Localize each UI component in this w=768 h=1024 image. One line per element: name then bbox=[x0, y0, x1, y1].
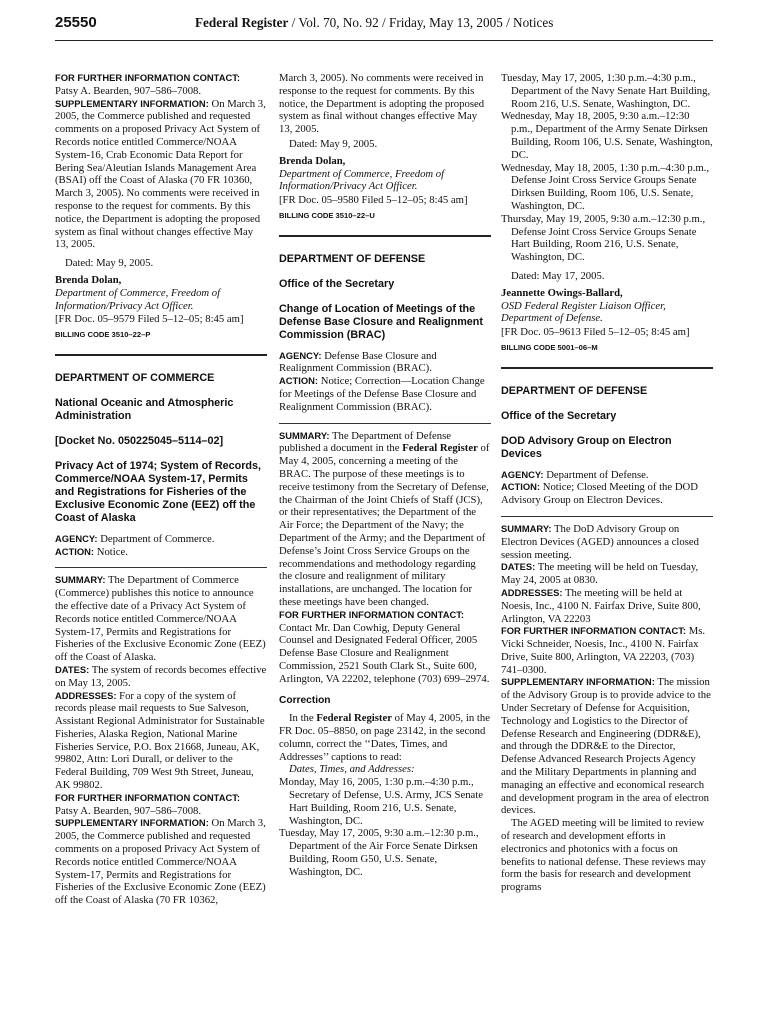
dates-text: The meeting will be held on Tuesday, May 24, 2005 at 0830. bbox=[501, 561, 699, 587]
billing-code: BILLING CODE 3510–22–U bbox=[279, 210, 375, 220]
issue-info: / Vol. 70, No. 92 / Friday, May 13, 2005 / Notices bbox=[288, 15, 554, 30]
correction-post: of May 4, 2005, in the FR Doc. 05–8850, on page 23142, in the second column, correct the ‘‘Dates, Times, and Addresses’’ captions to read: bbox=[279, 712, 490, 763]
supp-text: On March 3, 2005, the Commerce published and requested comments on a proposed Privacy Act System of Records notice entitled Commerce/NOAA System-16, Crab Economic Data Report for Bering Sea/Aleutian Islands Management Area (BSAI) off the Coast of Alaska (70 FR 10360, March 3, 2005). No comments were received in response to the request for comments. By this notice, the Department is adopting the proposed system as final without changes effective May 13, 2005. bbox=[55, 97, 266, 251]
summary-pre: The Department of Defense published a document in the bbox=[279, 429, 451, 455]
federal-register-ref: Federal Register bbox=[316, 712, 392, 725]
correction-heading: Correction bbox=[279, 695, 331, 707]
addresses-text: The meeting will be held at Noesis, Inc., 4100 N. Fairfax Drive, Suite 800, Arlington, VA 22203 bbox=[501, 586, 701, 625]
billing-code: BILLING CODE 5001–06–M bbox=[501, 342, 598, 352]
agency-text: Defense Base Closure and Realignment Commission (BRAC). bbox=[279, 349, 437, 375]
correction-caption: Dates, Times, and Addresses: bbox=[289, 763, 415, 776]
meeting-entry: Thursday, May 19, 2005, 9:30 a.m.–12:30 p.m., Defense Joint Cross Service Groups Senate Hart Building, Room 216, U.S. Senate, Washington, DC. bbox=[501, 212, 706, 264]
meeting-entry: Wednesday, May 18, 2005, 9:30 a.m.–12:30 p.m., Department of the Army Senate Dirksen Building, Room 106, U.S. Senate, Washington, DC. bbox=[501, 110, 713, 161]
continued-text: March 3, 2005). No comments were received in response to the request for comments. By this notice, the Department is adopting the proposed system as final without changes effective May 13, 2005. bbox=[279, 72, 485, 136]
department-heading: DEPARTMENT OF DEFENSE bbox=[501, 384, 648, 397]
fr-doc-line: [FR Doc. 05–9580 Filed 5–12–05; 8:45 am] bbox=[279, 194, 468, 207]
ffic-text: Ms. Vicki Schneider, Noesis, Inc., 4100 N. Fairfax Drive, Suite 800, Arlington, VA 22203, (703) 741–0300. bbox=[501, 625, 706, 676]
action-label: ACTION: bbox=[55, 545, 95, 557]
correction-pre: In the bbox=[289, 712, 317, 725]
dated-line: Dated: May 17, 2005. bbox=[511, 269, 605, 282]
summary-text: The DoD Advisory Group on Electron Devices (AGED) announces a closed session meeting. bbox=[501, 522, 699, 561]
federal-register-ref: Federal Register bbox=[402, 442, 478, 455]
addresses-label: ADDRESSES: bbox=[501, 586, 563, 598]
column-1 bbox=[55, 72, 267, 907]
signer-title: OSD Federal Register Liaison Officer, Department of Defense. bbox=[501, 299, 666, 325]
ffic-text: Patsy A. Bearden, 907–586–7008. bbox=[55, 804, 202, 817]
ffic-label: FOR FURTHER INFORMATION CONTACT: bbox=[501, 625, 687, 637]
section-divider bbox=[55, 354, 267, 356]
summary-label: SUMMARY: bbox=[501, 522, 552, 534]
department-heading: DEPARTMENT OF COMMERCE bbox=[55, 371, 215, 384]
ffic-text: Patsy A. Bearden, 907–586–7008. bbox=[55, 84, 202, 97]
billing-code: BILLING CODE 3510–22–P bbox=[55, 330, 151, 340]
supp-label: SUPPLEMENTARY INFORMATION: bbox=[55, 817, 209, 829]
ffic-label: FOR FURTHER INFORMATION CONTACT: bbox=[279, 608, 465, 620]
summary-divider bbox=[279, 423, 491, 424]
addresses-label: ADDRESSES: bbox=[55, 689, 117, 701]
section-divider bbox=[279, 235, 491, 237]
supp-label: SUPPLEMENTARY INFORMATION: bbox=[501, 676, 655, 688]
dated-line: Dated: May 9, 2005. bbox=[289, 137, 378, 150]
supp-text: The mission of the Advisory Group is to provide advice to the Under Secretary of Defense for Acquisition, Technology and Logistics to the Director of Defense Research and Engineering (DDR&E), and through the DDR&E to the Director, Defense Advanced Research Projects Agency and the Military Departments in planning and managing an effective and economical research and development program in the area of electron devices. bbox=[501, 676, 711, 817]
summary-divider bbox=[501, 516, 713, 517]
ffic-label: FOR FURTHER INFORMATION CONTACT: bbox=[55, 791, 241, 803]
department-heading: DEPARTMENT OF DEFENSE bbox=[279, 252, 426, 265]
column-3 bbox=[501, 72, 713, 894]
docket-number: [Docket No. 050225045–5114–02] bbox=[55, 434, 224, 447]
action-text: Notice; Closed Meeting of the DOD Advisory Group on Electron Devices. bbox=[501, 481, 698, 507]
summary-label: SUMMARY: bbox=[279, 429, 330, 441]
journal-name: Federal Register bbox=[195, 15, 289, 30]
section-divider bbox=[501, 367, 713, 369]
paragraph: The AGED meeting will be limited to review of research and development efforts in electronics and photonics with a focus on benefits to national defense. These reviews may form the basis for research and development programs bbox=[501, 817, 706, 894]
page-header bbox=[55, 12, 713, 41]
action-text: Notice; Correction—Location Change for Meetings of the Defense Base Closure and Realignment Commission (BRAC). bbox=[279, 375, 485, 413]
agency-heading: National Oceanic and Atmospheric Administration bbox=[55, 396, 234, 422]
column-2 bbox=[279, 72, 491, 879]
office-heading: Office of the Secretary bbox=[279, 277, 395, 290]
supp-text: On March 3, 2005, the Commerce published and requested comments on a proposed Privacy Act System of Records notice entitled Commerce/NOAA System-17, Permits and Registrations for Fisheries of the Exclusive Economic Zone (EEZ) off the Coast of Alaska (70 FR 10362, bbox=[55, 817, 266, 907]
signer-title: Department of Commerce, Freedom of Information/Privacy Act Officer. bbox=[55, 286, 221, 312]
fr-doc-line: [FR Doc. 05–9613 Filed 5–12–05; 8:45 am] bbox=[501, 326, 690, 339]
summary-text: The Department of Commerce (Commerce) publishes this notice to announce the effective date of a Privacy Act System of Records notice entitled Commerce/NOAA System-17, Permits and Registrations for Fisheries of the Exclusive Economic Zone (EEZ) off the Coast of Alaska. bbox=[55, 574, 266, 664]
agency-label: AGENCY: bbox=[501, 468, 544, 480]
agency-label: AGENCY: bbox=[55, 532, 98, 544]
running-title bbox=[195, 15, 553, 31]
signer-title: Department of Commerce, Freedom of Information/Privacy Act Officer. bbox=[279, 167, 445, 193]
signer-name: Brenda Dolan, bbox=[55, 273, 122, 286]
ffic-label: FOR FURTHER INFORMATION CONTACT: bbox=[55, 72, 241, 83]
signer-name: Brenda Dolan, bbox=[279, 154, 346, 167]
notice-subject: Change of Location of Meetings of the Defense Base Closure and Realignment Commission (BRAC) bbox=[279, 302, 484, 341]
meeting-entry: Wednesday, May 18, 2005, 1:30 p.m.–4:30 p.m., Defense Joint Cross Service Groups Senate Dirksen Building, Room 106, U.S. Senate, Washington, DC. bbox=[501, 161, 710, 212]
summary-divider bbox=[55, 567, 267, 568]
notice-subject: DOD Advisory Group on Electron Devices bbox=[501, 434, 672, 460]
dates-label: DATES: bbox=[55, 663, 90, 675]
agency-text: Department of Defense. bbox=[546, 468, 649, 481]
ffic-text: Contact Mr. Dan Cowhig, Deputy General Counsel and Designated Federal Officer, 2005 Defense Base Closure and Realignment Commission, 2521 South Clark St., Suite 600, Arlington, VA 22202, telephone (703) 699–2974. bbox=[279, 621, 490, 685]
office-heading: Office of the Secretary bbox=[501, 409, 617, 422]
summary-label: SUMMARY: bbox=[55, 574, 106, 586]
notice-subject: Privacy Act of 1974; System of Records, Commerce/NOAA System-17, Permits and Registrations for Fisheries of the Exclusive Economic Zone (EEZ) off the Coast of Alaska bbox=[55, 459, 262, 524]
dates-label: DATES: bbox=[501, 561, 536, 573]
dated-line: Dated: May 9, 2005. bbox=[65, 257, 154, 270]
action-text: Notice. bbox=[96, 545, 128, 558]
page-number: 25550 bbox=[55, 14, 97, 31]
supp-label: SUPPLEMENTARY INFORMATION: bbox=[55, 97, 209, 109]
meeting-entry: Tuesday, May 17, 2005, 9:30 a.m.–12:30 p.m., Department of the Air Force Senate Dirksen Building, Room G50, U.S. Senate, Washington, DC. bbox=[279, 827, 479, 878]
agency-label: AGENCY: bbox=[279, 349, 322, 361]
action-label: ACTION: bbox=[501, 481, 541, 493]
meeting-entry: Monday, May 16, 2005, 1:30 p.m.–4:30 p.m., Secretary of Defense, U.S. Army, JCS Senate Hart Building, Room 216, U.S. Senate, Washington, DC. bbox=[279, 776, 484, 827]
addresses-text: For a copy of the system of records please mail requests to Sue Salveson, Assistant Regional Administrator for Sustainable Fisheries, Alaska Region, National Marine Fisheries Service, P.O. Box 21668, Juneau, AK, 99802, Attn: Lori Durall, or deliver to the Federal Building, 709 West 9th Street, Juneau, AK 99802. bbox=[55, 689, 265, 792]
agency-text: Department of Commerce. bbox=[100, 532, 215, 545]
action-label: ACTION: bbox=[279, 375, 319, 387]
summary-post: of May 4, 2005, concerning a meeting of the BRAC. The purpose of these meetings is to receive testimony from the Secretary of Defense, the Chairman of the Joint Chiefs of Staff (JCS), or their representatives; the Department of the Air Force; the Department of the Navy; the Department of the Army; and the Department of Defense’s Joint Cross Service Groups on the recommendations and methodology regarding the closure and realignment of military installations, are unchanged. The location for these meetings have been changed. bbox=[279, 442, 490, 608]
fr-doc-line: [FR Doc. 05–9579 Filed 5–12–05; 8:45 am] bbox=[55, 313, 244, 326]
meeting-entry: Tuesday, May 17, 2005, 1:30 p.m.–4:30 p.m., Department of the Navy Senate Hart Building, Room 216, U.S. Senate, Washington, DC. bbox=[501, 72, 711, 110]
signer-name: Jeannette Owings-Ballard, bbox=[501, 286, 623, 299]
dates-text: The system of records becomes effective on May 13, 2005. bbox=[55, 663, 267, 689]
